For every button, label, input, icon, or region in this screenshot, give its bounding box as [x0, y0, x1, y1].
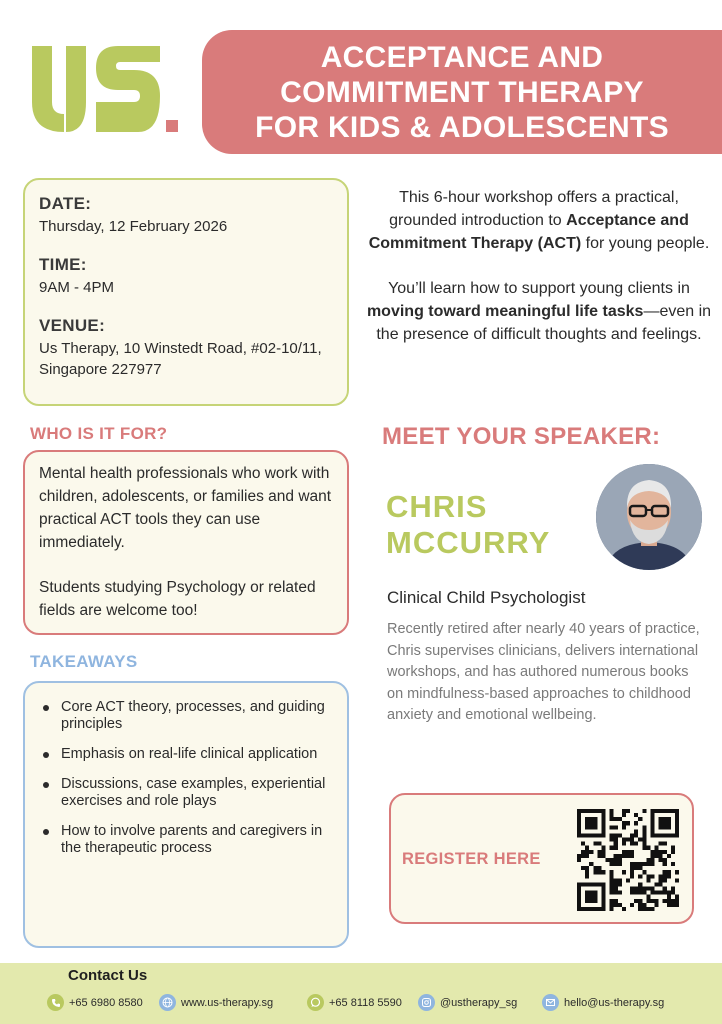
takeaway-item: Core ACT theory, processes, and guiding principles: [39, 699, 333, 733]
takeaway-item: Emphasis on real-life clinical application: [39, 746, 333, 763]
intro-paragraph-2: You’ll learn how to support young clients in moving toward meaningful life tasks—even in the presence of difficult thoughts and feelings.: [366, 280, 712, 343]
event-details-box: [23, 178, 349, 406]
contact-instagram[interactable]: @ustherapy_sg: [418, 994, 517, 1011]
contact-whatsapp[interactable]: +65 8118 5590: [307, 994, 402, 1011]
title-banner: [202, 30, 722, 154]
workshop-intro: [366, 186, 712, 346]
speaker-name: CHRIS MCCURRY: [386, 489, 551, 560]
venue-block: [39, 316, 333, 380]
instagram-icon: [418, 994, 435, 1011]
who-text-1: Mental health professionals who work with children, adolescents, or families and want practical ACT tools they can use immediately.: [39, 465, 332, 551]
contact-email[interactable]: hello@us-therapy.sg: [542, 994, 664, 1011]
us-therapy-logo: [30, 44, 180, 134]
venue-value: Us Therapy, 10 Winstedt Road, #02-10/11, Singapore 227977: [39, 340, 322, 378]
time-block: [39, 255, 333, 298]
takeaways-heading: TAKEAWAYS: [30, 652, 138, 671]
globe-icon: [159, 994, 176, 1011]
speaker-bio: Recently retired after nearly 40 years of practice, Chris supervises clinicians, delivers international workshops, and has authored numerous books on mindfulness-based approaches to childhood anxiety and emotional wellbeing.: [387, 621, 700, 723]
register-qr-code[interactable]: [577, 809, 679, 911]
venue-label: VENUE:: [39, 316, 106, 335]
speaker-role: Clinical Child Psychologist: [387, 588, 586, 607]
takeaway-item: How to involve parents and caregivers in the therapeutic process: [39, 823, 333, 857]
takeaway-item: Discussions, case examples, experiential exercises and role plays: [39, 776, 333, 810]
time-value: 9AM - 4PM: [39, 279, 115, 296]
who-box: [23, 450, 349, 635]
mail-icon: [542, 994, 559, 1011]
time-label: TIME:: [39, 255, 87, 274]
date-value: Thursday, 12 February 2026: [39, 218, 228, 235]
footer-title: Contact Us: [68, 967, 148, 984]
event-title: ACCEPTANCE AND COMMITMENT THERAPY FOR KIDS & ADOLESCENTS: [255, 40, 669, 144]
register-label[interactable]: REGISTER HERE: [402, 850, 541, 868]
takeaways-list: [39, 699, 333, 857]
speaker-photo: [596, 464, 702, 570]
whatsapp-icon: [307, 994, 324, 1011]
who-text-2: Students studying Psychology or related fields are welcome too!: [39, 579, 316, 619]
contact-footer: [0, 963, 722, 1024]
takeaways-box: [23, 681, 349, 948]
date-block: [39, 194, 333, 237]
date-label: DATE:: [39, 194, 92, 213]
intro-paragraph-1: This 6-hour workshop offers a practical, grounded introduction to Acceptance and Commitment Therapy (ACT) for young people.: [368, 189, 710, 252]
contact-phone[interactable]: +65 6980 8580: [47, 994, 143, 1011]
speaker-portrait-icon: [596, 464, 702, 570]
register-box[interactable]: [389, 793, 694, 924]
contact-website[interactable]: www.us-therapy.sg: [159, 994, 273, 1011]
meet-speaker-heading: MEET YOUR SPEAKER:: [382, 423, 661, 450]
who-heading: WHO IS IT FOR?: [30, 424, 168, 443]
phone-icon: [47, 994, 64, 1011]
